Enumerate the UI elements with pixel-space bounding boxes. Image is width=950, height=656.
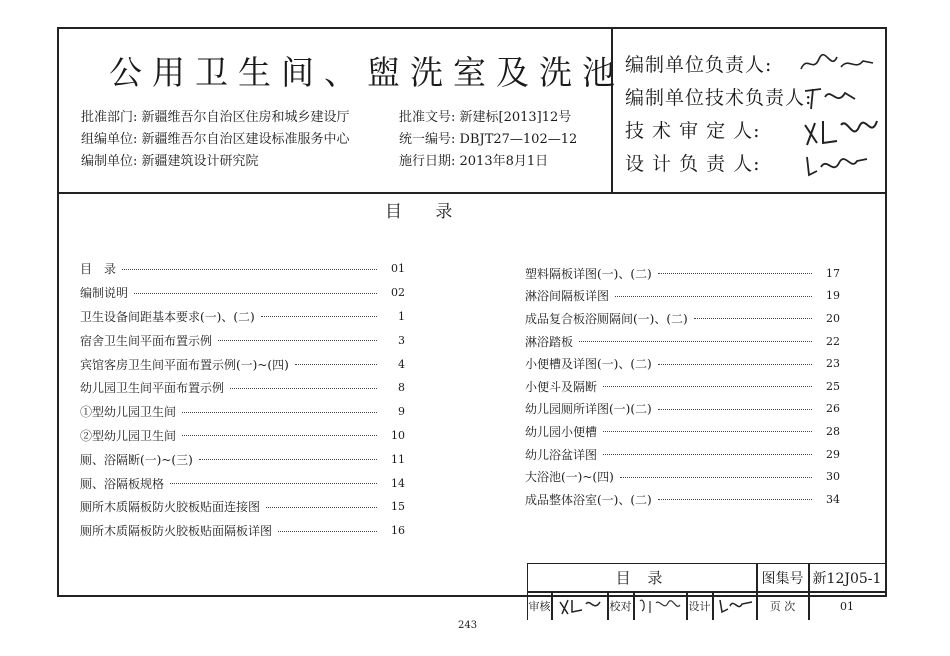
signature-4-icon	[803, 151, 873, 181]
toc-entry-title: 厕所木质隔板防火胶板贴面隔板详图	[80, 524, 273, 539]
toc-entry-page: 02	[391, 286, 405, 300]
toc-entry[interactable]	[525, 420, 840, 443]
toc-entry-page: 1	[398, 309, 405, 323]
review-label: 审核	[528, 600, 551, 613]
toc-dot-leader	[182, 434, 377, 436]
toc-dot-leader	[603, 453, 812, 455]
toc-dot-leader	[278, 530, 377, 532]
signature-3-icon	[801, 115, 881, 147]
toc-dot-leader	[603, 430, 812, 432]
toc-entry-page: 23	[826, 357, 840, 371]
toc-entry-page: 25	[826, 379, 840, 393]
responsibles-panel	[611, 29, 887, 192]
toc-entry-page: 4	[398, 357, 405, 371]
responsible-label: 编制单位负责人:	[625, 54, 773, 76]
responsible-row	[625, 49, 783, 82]
toc-entry[interactable]	[80, 376, 405, 400]
toc-entry-title: 淋浴踏板	[525, 334, 574, 349]
compile-unit: 编制单位: 新疆建筑设计研究院	[81, 154, 259, 169]
toc-entry[interactable]	[80, 447, 405, 471]
meta-right	[399, 107, 577, 173]
page-value: 01	[840, 599, 854, 613]
toc-entry-title: 淋浴间隔板详图	[525, 289, 610, 304]
toc-dot-leader	[694, 317, 812, 319]
responsible-label: 设 计 负 责 人:	[625, 153, 761, 175]
toc-entry-title: 成品复合板浴厕隔间(一)、(二)	[525, 311, 688, 326]
effective-date: 施行日期: 2013年8月1日	[399, 154, 549, 169]
toc-entry[interactable]	[80, 424, 405, 448]
toc-entry[interactable]	[525, 443, 840, 466]
toc-entry[interactable]	[525, 375, 840, 398]
toc-entry-page: 16	[391, 524, 405, 538]
toc-entry[interactable]	[80, 257, 405, 281]
toc-entry-page: 9	[398, 405, 405, 419]
toc-entry[interactable]	[80, 471, 405, 495]
toc-dot-leader	[134, 292, 377, 294]
toc-entry[interactable]	[525, 398, 840, 421]
toc-entry[interactable]	[525, 285, 840, 308]
toc-entry-page: 22	[826, 334, 840, 348]
toc-dot-leader	[603, 385, 812, 387]
title-block	[527, 563, 885, 620]
toc-entry-page: 11	[391, 452, 405, 466]
toc-entry-title: 成品整体浴室(一)、(二)	[525, 492, 652, 507]
toc-entry-title: 宿舍卫生间平面布置示例	[80, 333, 213, 348]
meta-left	[81, 107, 350, 173]
toc-entry-page: 20	[826, 311, 840, 325]
toc-entry-page: 15	[391, 500, 405, 514]
design-label: 设计	[688, 600, 711, 613]
responsible-row	[625, 148, 783, 181]
toc-entry[interactable]	[80, 305, 405, 329]
toc-entry-title: 幼儿园小便槽	[525, 424, 598, 439]
toc-entry-title: 宾馆客房卫生间平面布置示例(一)~(四)	[80, 357, 289, 372]
toc-entry[interactable]	[80, 400, 405, 424]
toc-entry-page: 10	[391, 428, 405, 442]
toc-entry-page: 26	[826, 402, 840, 416]
header-info	[59, 29, 625, 192]
toc-entry-title: 厕所木质隔板防火胶板贴面连接图	[80, 500, 261, 515]
toc-entry-title: 幼儿浴盆详图	[525, 447, 598, 462]
toc-title: 目 录	[385, 202, 467, 222]
toc-entry-page: 3	[398, 333, 405, 347]
toc-entry-page: 17	[826, 266, 840, 280]
toc-dot-leader	[261, 315, 377, 317]
toc-dot-leader	[615, 295, 812, 297]
toc-dot-leader	[295, 363, 377, 365]
design-signature-icon	[718, 596, 754, 616]
signature-2-icon	[801, 83, 861, 113]
toc-entry-page: 29	[826, 447, 840, 461]
toc-entry[interactable]	[525, 465, 840, 488]
drawing-title: 目 录	[615, 569, 669, 587]
toc-dot-leader	[199, 458, 377, 460]
toc-entry-title: 幼儿园卫生间平面布置示例	[80, 381, 225, 396]
atlas-number: 新12J05-1	[812, 570, 882, 587]
toc-entry-page: 28	[826, 424, 840, 438]
toc-dot-leader	[658, 272, 812, 274]
toc-dot-leader	[658, 498, 812, 500]
responsible-row	[625, 115, 783, 148]
toc-entry-title: 小便槽及详图(一)、(二)	[525, 357, 652, 372]
toc-entry-title: 厕、浴隔断(一)~(三)	[80, 452, 193, 467]
toc-entry[interactable]	[80, 519, 405, 543]
atlas-title: 公用卫生间、盥洗室及洗池	[109, 53, 625, 92]
responsible-label: 技 术 审 定 人:	[625, 120, 761, 142]
toc-entry-page: 30	[826, 470, 840, 484]
signature-1-icon	[797, 49, 877, 79]
toc-dot-leader	[170, 482, 377, 484]
toc-dot-leader	[266, 506, 377, 508]
approval-dept: 批准部门: 新疆维吾尔自治区住房和城乡建设厅	[81, 110, 350, 125]
toc-entry[interactable]	[525, 262, 840, 285]
check-signature-icon	[638, 597, 682, 615]
toc-entry[interactable]	[80, 352, 405, 376]
toc-dot-leader	[620, 476, 812, 478]
toc-entry-page: 01	[391, 262, 405, 276]
page-label: 页 次	[769, 600, 796, 613]
toc-entry-title: 塑料隔板详图(一)、(二)	[525, 266, 652, 281]
review-signature-icon	[558, 596, 602, 616]
header	[59, 29, 885, 194]
responsible-label: 编制单位技术负责人:	[625, 87, 813, 109]
toc-entry-title: ②型幼儿园卫生间	[80, 428, 177, 443]
toc-right-column	[525, 262, 840, 511]
toc-entry-title: 编制说明	[80, 286, 129, 301]
toc-entry-title: 大浴池(一)~(四)	[525, 470, 614, 485]
org-unit: 组编单位: 新疆维吾尔自治区建设标准服务中心	[81, 132, 350, 147]
toc-entry[interactable]	[525, 352, 840, 375]
toc-dot-leader	[230, 387, 377, 389]
responsible-row	[625, 82, 813, 115]
toc-dot-leader	[658, 408, 812, 410]
toc-entry-page: 34	[826, 492, 840, 506]
toc-dot-leader	[182, 411, 377, 413]
check-label: 校对	[609, 600, 632, 613]
toc-entry-title: 幼儿园厕所详图(一)(二)	[525, 402, 652, 417]
toc-entry[interactable]	[525, 488, 840, 511]
toc-entry-page: 19	[826, 289, 840, 303]
toc-dot-leader	[658, 363, 812, 365]
toc-entry-title: 目 录	[80, 262, 117, 277]
toc-entry[interactable]	[80, 495, 405, 519]
toc-entry[interactable]	[80, 328, 405, 352]
toc-entry-title: 卫生设备间距基本要求(一)、(二)	[80, 309, 255, 324]
responsibles-list	[625, 49, 813, 181]
toc-entry[interactable]	[80, 281, 405, 305]
toc-left-column	[80, 257, 405, 543]
page-number: 243	[458, 620, 478, 631]
toc-entry-page: 8	[398, 381, 405, 395]
toc-dot-leader	[218, 339, 377, 341]
unified-no: 统一编号: DBJT27—102—12	[399, 132, 578, 147]
toc-entry-page: 14	[391, 476, 405, 490]
approval-doc: 批准文号: 新建标[2013]12号	[399, 110, 572, 125]
toc-dot-leader	[579, 340, 812, 342]
toc-entry-title: 小便斗及隔断	[525, 379, 598, 394]
toc-entry[interactable]	[525, 307, 840, 330]
toc-dot-leader	[122, 268, 377, 270]
toc-entry[interactable]	[525, 330, 840, 353]
toc-entry-title: ①型幼儿园卫生间	[80, 405, 177, 420]
toc-entry-title: 厕、浴隔板规格	[80, 476, 165, 491]
atlas-label: 图集号	[761, 570, 804, 587]
